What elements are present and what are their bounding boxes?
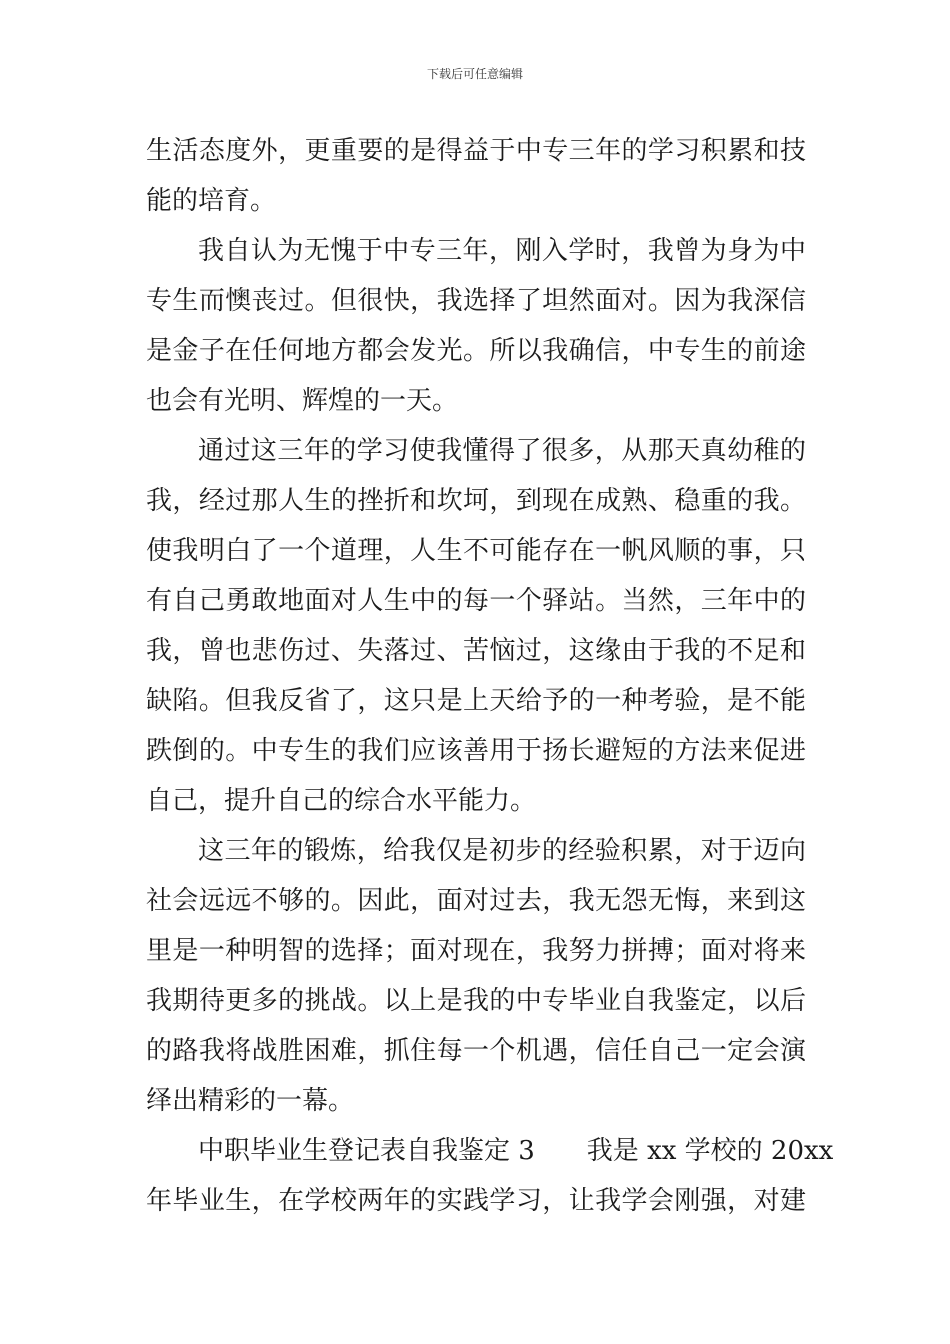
text-line: 生活态度外，更重要的是得益于中专三年的学习积累和技 [146, 136, 806, 166]
text-line: 社会远远不够的。因此，面对过去，我无怨无悔，来到这 [146, 886, 806, 916]
text-line: 中职毕业生登记表自我鉴定 3 我是 xx 学校的 20xx [198, 1136, 834, 1166]
page-header: 下载后可任意编辑 [426, 67, 523, 81]
text-line: 有自己勇敢地面对人生中的每一个驿站。当然，三年中的 [146, 586, 806, 616]
text-line: 我，经过那人生的挫折和坎坷，到现在成熟、稳重的我。 [146, 486, 806, 516]
text-line: 通过这三年的学习使我懂得了很多，从那天真幼稚的 [198, 436, 806, 466]
text-line: 专生而懊丧过。但很快，我选择了坦然面对。因为我深信 [146, 286, 806, 316]
text-line: 绎出精彩的一幕。 [146, 1086, 355, 1116]
text-line: 自己，提升自己的综合水平能力。 [146, 786, 537, 816]
text-line: 这三年的锻炼，给我仅是初步的经验积累，对于迈向 [198, 836, 806, 866]
text-line: 我，曾也悲伤过、失落过、苦恼过，这缘由于我的不足和 [146, 636, 806, 666]
text-line: 年毕业生，在学校两年的实践学习，让我学会刚强，对建 [146, 1186, 806, 1216]
document-body [146, 126, 834, 1226]
text-line: 缺陷。但我反省了，这只是上天给予的一种考验，是不能 [146, 686, 806, 716]
text-line: 使我明白了一个道理，人生不可能存在一帆风顺的事，只 [146, 536, 806, 566]
text-line: 我期待更多的挑战。以上是我的中专毕业自我鉴定，以后 [146, 986, 806, 1016]
text-line: 我自认为无愧于中专三年，刚入学时，我曾为身为中 [198, 236, 806, 266]
text-line: 的路我将战胜困难，抓住每一个机遇，信任自己一定会演 [146, 1036, 806, 1066]
text-line: 是金子在任何地方都会发光。所以我确信，中专生的前途 [146, 336, 806, 366]
text-line: 也会有光明、辉煌的一天。 [146, 386, 459, 416]
text-line: 跌倒的。中专生的我们应该善用于扬长避短的方法来促进 [146, 736, 806, 766]
text-line: 里是一种明智的选择；面对现在，我努力拼搏；面对将来 [146, 936, 806, 966]
text-line: 能的培育。 [146, 186, 277, 216]
